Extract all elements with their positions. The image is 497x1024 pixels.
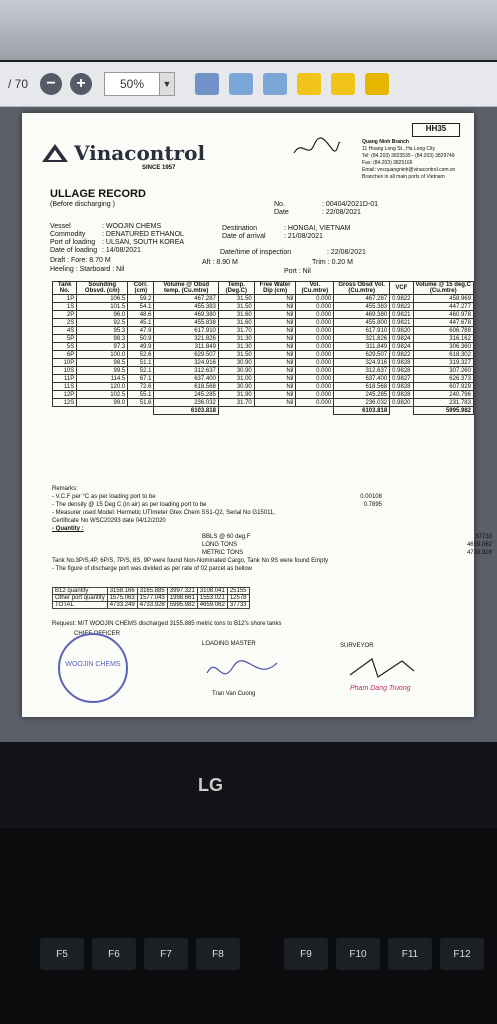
column-header: Gross Obsd Vol. (Cu.mtre): [334, 282, 390, 295]
table-cell: 311.849: [334, 343, 390, 351]
dol-label: Date of loading: [50, 247, 98, 254]
parcel-cell: 4659.062: [197, 602, 227, 609]
table-cell: 240.796: [413, 391, 473, 399]
table-cell: 0.000: [296, 303, 334, 311]
table-cell: 637.400: [334, 375, 390, 383]
table-cell: 120.0: [77, 383, 128, 391]
pol-value: : ULSAN, SOUTH KOREA: [102, 239, 185, 246]
keyboard: [0, 828, 497, 1024]
table-row: [53, 335, 474, 343]
table-cell: 0.000: [296, 399, 334, 407]
vessel-stamp: [58, 633, 128, 703]
table-cell: 307.260: [413, 367, 473, 375]
table-cell: 52.1: [128, 367, 154, 375]
parcel-cell: B12 quantity: [53, 588, 108, 595]
table-cell: 455.838: [154, 319, 218, 327]
table-cell: 618.568: [334, 383, 390, 391]
table-cell: Nil: [254, 383, 296, 391]
table-cell: 245.285: [334, 391, 390, 399]
table-cell: 12S: [53, 399, 77, 407]
table-cell: Nil: [254, 351, 296, 359]
table-cell: 31.90: [218, 391, 254, 399]
table-cell: 0.9824: [390, 335, 413, 343]
long-tons-value: 4659.062: [466, 542, 492, 548]
parcel-cell: 3165.885: [137, 588, 167, 595]
date-value: : 22/08/2021: [322, 209, 361, 216]
table-cell: 324.916: [334, 359, 390, 367]
plus-icon: +: [76, 75, 86, 92]
parcel-row: [53, 588, 250, 595]
zoom-field[interactable]: 50%: [104, 72, 160, 96]
marquee-zoom-icon[interactable]: [263, 73, 287, 95]
table-cell: 47.9: [128, 327, 154, 335]
parcel-cell: 1575.063: [107, 595, 137, 602]
table-cell: 12P: [53, 391, 77, 399]
key-f11[interactable]: F11: [388, 938, 432, 970]
table-row: [53, 343, 474, 351]
table-cell: Nil: [254, 375, 296, 383]
since-label: SINCE 1957: [142, 165, 176, 171]
bbls-value: 37733: [475, 534, 492, 540]
remark-certificate: Certificate No WSC20293 date 04/12/2020: [52, 518, 166, 524]
parcel-cell: 1553.021: [197, 595, 227, 602]
table-cell: 48.6: [128, 311, 154, 319]
table-cell: 467.287: [334, 295, 390, 303]
table-cell: 45.1: [128, 319, 154, 327]
dti-label: Date/time of inspection: [220, 249, 292, 256]
table-cell: 51.6: [128, 399, 154, 407]
key-f8[interactable]: F8: [196, 938, 240, 970]
table-body: [53, 295, 474, 407]
dol-value: : 14/08/2021: [102, 247, 141, 254]
table-row: [53, 359, 474, 367]
table-cell: 629.507: [154, 351, 218, 359]
parcel-cell: TOTAL: [53, 602, 108, 609]
date-label: Date: [274, 209, 289, 216]
table-row: [53, 327, 474, 335]
table-cell: 5S: [53, 343, 77, 351]
table-cell: 6P: [53, 351, 77, 359]
stamp-text: WOOJIN CHEMS: [65, 661, 121, 668]
table-cell: 0.000: [296, 391, 334, 399]
vessel-value: : WOOJIN CHEMS: [102, 223, 162, 230]
total-row: [53, 407, 474, 415]
table-row: [53, 399, 474, 407]
hand-tool-icon[interactable]: [229, 73, 253, 95]
remarks-label: Remarks:: [52, 486, 78, 492]
remark-vcf: - V.C.F per °C as per loading port to be: [52, 494, 156, 500]
table-cell: 0.9820: [390, 327, 413, 335]
commodity-value: : DENATURED ETHANOL: [102, 231, 184, 238]
table-cell: 618.302: [413, 351, 473, 359]
key-f12[interactable]: F12: [440, 938, 484, 970]
table-cell: 0.9828: [390, 359, 413, 367]
table-cell: 30.90: [218, 359, 254, 367]
zoom-dropdown-icon[interactable]: ▼: [160, 72, 175, 96]
table-cell: 10P: [53, 359, 77, 367]
select-tool-icon[interactable]: [195, 73, 219, 95]
table-cell: 31.00: [218, 375, 254, 383]
table-cell: 626.373: [413, 375, 473, 383]
table-cell: 606.788: [413, 327, 473, 335]
parcel-table: [52, 587, 250, 609]
table-cell: 50.9: [128, 335, 154, 343]
metric-tons-label: METRIC TONS: [202, 550, 244, 556]
parcel-cell: 4733.928: [137, 602, 167, 609]
table-cell: 0.000: [296, 327, 334, 335]
table-cell: 0.9821: [390, 319, 413, 327]
table-cell: 617.910: [154, 327, 218, 335]
parcel-cell: 25155: [227, 588, 249, 595]
table-cell: 95.3: [77, 327, 128, 335]
draft-fore: Draft : Fore: 8.70 M: [50, 257, 111, 264]
table-cell: 447.678: [413, 319, 473, 327]
loading-master-name: Tran Van Cuong: [212, 691, 256, 697]
table-cell: 2P: [53, 311, 77, 319]
table-cell: 30.90: [218, 383, 254, 391]
table-cell: 231.783: [413, 399, 473, 407]
table-cell: 607.929: [413, 383, 473, 391]
total-gross-volume: 6103.818: [334, 407, 390, 415]
loading-master-signature-icon: [197, 653, 287, 689]
table-cell: 0.000: [296, 295, 334, 303]
bbls-label: BBLS @ 60 deg.F: [202, 534, 251, 540]
parcel-cell: 3158.166: [107, 588, 137, 595]
doc-title: ULLAGE RECORD: [50, 188, 146, 200]
table-cell: 54.1: [128, 303, 154, 311]
table-cell: 637.400: [154, 375, 218, 383]
parcel-cell: 1998.661: [167, 595, 197, 602]
doa-label: Date of arrival: [222, 233, 266, 240]
background-wall: [0, 0, 497, 60]
parcel-cell: Other port quantity: [53, 595, 108, 602]
remark-vcf-value: 0.00108: [360, 494, 382, 500]
parcel-cell: 3108.041: [197, 588, 227, 595]
table-cell: 0.9827: [390, 375, 413, 383]
chief-officer-label: CHIEF OFFICER: [74, 631, 120, 637]
trim-value: Trim : 0.20 M: [312, 259, 353, 266]
draft-aft: Aft : 8.90 M: [202, 259, 238, 266]
table-row: [53, 375, 474, 383]
table-cell: 0.9828: [390, 383, 413, 391]
table-cell: 617.910: [334, 327, 390, 335]
table-row: [53, 367, 474, 375]
table-cell: 11P: [53, 375, 77, 383]
table-cell: 321.826: [154, 335, 218, 343]
table-cell: 1P: [53, 295, 77, 303]
document-page: [22, 113, 492, 717]
table-row: [53, 391, 474, 399]
table-cell: 236.032: [154, 399, 218, 407]
table-cell: 5P: [53, 335, 77, 343]
doc-code: HH35: [412, 123, 460, 137]
parcel-row: [53, 602, 250, 609]
remark-parcel: - The figure of discharge port was divided as per rate of 02 parcel as bellow: [52, 566, 252, 572]
table-cell: 1S: [53, 303, 77, 311]
table-cell: 31.60: [218, 311, 254, 319]
table-cell: 2S: [53, 319, 77, 327]
column-header: Free Water Dip (cm): [254, 282, 296, 295]
table-cell: 0.9820: [390, 399, 413, 407]
parcel-cell: 37733: [227, 602, 249, 609]
table-header-row: [53, 282, 474, 295]
doc-subtitle: (Before discharging ): [50, 201, 115, 208]
table-cell: 31.70: [218, 399, 254, 407]
table-cell: 99.0: [77, 399, 128, 407]
table-cell: 618.568: [154, 383, 218, 391]
table-cell: 236.032: [334, 399, 390, 407]
column-header: Sounding Obsvd. (cm): [77, 282, 128, 295]
table-cell: 51.1: [128, 359, 154, 367]
table-cell: 311.849: [154, 343, 218, 351]
column-header: VCF: [390, 282, 413, 295]
table-cell: Nil: [254, 303, 296, 311]
table-cell: 0.000: [296, 375, 334, 383]
table-cell: 11S: [53, 383, 77, 391]
parcel-row: [53, 595, 250, 602]
remark-density-value: 0.7895: [363, 502, 382, 508]
table-cell: 469.380: [154, 311, 218, 319]
quantity-label: - Quantity :: [52, 526, 84, 532]
table-cell: 0.000: [296, 335, 334, 343]
table-cell: 0.9822: [390, 351, 413, 359]
table-cell: 0.000: [296, 367, 334, 375]
column-header: Volume @ Obsd temp. (Cu.mtre): [154, 282, 218, 295]
table-cell: Nil: [254, 319, 296, 327]
table-cell: Nil: [254, 327, 296, 335]
table-cell: Nil: [254, 335, 296, 343]
zoom-out-button[interactable]: [40, 73, 62, 95]
table-cell: 0.9822: [390, 303, 413, 311]
surveyor-signature-icon: [342, 653, 422, 683]
parcel-body: [53, 588, 250, 609]
table-cell: Nil: [254, 343, 296, 351]
table-cell: 31.70: [218, 327, 254, 335]
highlight-icon[interactable]: [365, 73, 389, 95]
column-header: Temp. (Deg.C): [218, 282, 254, 295]
table-cell: 469.380: [334, 311, 390, 319]
surveyor-label: SURVEYOR: [340, 643, 374, 649]
zoom-in-button[interactable]: [70, 73, 92, 95]
table-cell: 49.9: [128, 343, 154, 351]
table-cell: 460.978: [413, 311, 473, 319]
parcel-cell: 5995.982: [167, 602, 197, 609]
table-cell: 52.6: [128, 351, 154, 359]
table-cell: 4S: [53, 327, 77, 335]
remarks-block: [52, 485, 492, 573]
loading-master-label: LOADING MASTER: [202, 641, 256, 647]
parcel-cell: 1577.043: [137, 595, 167, 602]
table-cell: 629.507: [334, 351, 390, 359]
monitor-brand: LG: [198, 775, 223, 795]
total-observed-volume: 6103.818: [154, 407, 218, 415]
parcel-cell: 12578: [227, 595, 249, 602]
table-cell: Nil: [254, 311, 296, 319]
table-cell: 0.000: [296, 351, 334, 359]
table-cell: 101.5: [77, 303, 128, 311]
key-f9[interactable]: F9: [284, 938, 328, 970]
table-cell: 455.383: [334, 303, 390, 311]
table-cell: 458.969: [413, 295, 473, 303]
destination-value: : HONGAI, VIETNAM: [284, 225, 351, 232]
table-cell: 67.1: [128, 375, 154, 383]
table-cell: 447.277: [413, 303, 473, 311]
parcel-cell: 4733.249: [107, 602, 137, 609]
logo-text: Vinacontrol: [74, 141, 206, 165]
table-cell: 31.50: [218, 295, 254, 303]
doa-value: : 21/08/2021: [284, 233, 323, 240]
signature-icon: [292, 135, 342, 161]
remark-tanks: Tank No.3P/S,4P, 6P/S, 7P/S, 8S, 9P were found Non-Nominated Cargo, Tank No 9S were found Empty: [52, 558, 329, 564]
table-cell: 106.5: [77, 295, 128, 303]
table-row: [53, 311, 474, 319]
no-value: : 00404/2021D-01: [322, 201, 379, 208]
table-cell: 0.9822: [390, 295, 413, 303]
sounding-table: [52, 281, 474, 415]
table-cell: 72.6: [128, 383, 154, 391]
table-cell: 31.60: [218, 319, 254, 327]
table-cell: 312.637: [334, 367, 390, 375]
table-cell: 0.000: [296, 383, 334, 391]
vessel-label: Vessel: [50, 223, 71, 230]
destination-label: Destination: [222, 225, 258, 232]
text-box-icon[interactable]: [331, 73, 355, 95]
table-cell: 59.2: [128, 295, 154, 303]
no-label: No.: [274, 201, 285, 208]
commodity-label: Commodity: [50, 231, 86, 238]
key-f10[interactable]: F10: [336, 938, 380, 970]
table-cell: 0.000: [296, 311, 334, 319]
table-cell: 55.1: [128, 391, 154, 399]
monitor-bezel: [0, 742, 497, 828]
key-f5[interactable]: F5: [40, 938, 84, 970]
remark-request: Request: M/T WOOJIN CHEMS discharged 3155.885 metric tons to B12's shore tanks: [52, 621, 282, 627]
table-cell: 114.5: [77, 375, 128, 383]
table-row: [53, 303, 474, 311]
table-row: [53, 351, 474, 359]
table-cell: 455.800: [334, 319, 390, 327]
table-cell: 0.9828: [390, 391, 413, 399]
table-cell: 245.285: [154, 391, 218, 399]
surveyor-name: Pham Dang Truong: [350, 685, 411, 692]
table-cell: 316.162: [413, 335, 473, 343]
table-cell: Nil: [254, 359, 296, 367]
column-header: Volume @ 15 deg.C (Cu.mtre): [413, 282, 473, 295]
table-cell: 455.383: [154, 303, 218, 311]
table-cell: 10S: [53, 367, 77, 375]
comment-icon[interactable]: [297, 73, 321, 95]
table-cell: 97.3: [77, 343, 128, 351]
table-cell: 0.9821: [390, 311, 413, 319]
table-cell: 99.5: [77, 367, 128, 375]
dti-value: : 22/08/2021: [327, 249, 366, 256]
key-f6[interactable]: F6: [92, 938, 136, 970]
parcel-cell: 3997.321: [167, 588, 197, 595]
table-cell: 100.0: [77, 351, 128, 359]
column-header: Vol. (Cu.mtre): [296, 282, 334, 295]
port-value: Port : Nil: [284, 268, 311, 275]
vinacontrol-logo-icon: [42, 144, 68, 162]
table-cell: 0.000: [296, 343, 334, 351]
branch-address: Quang Ninh Branch 11 Hoang Long St., Ha Long City Tel: (84.203) 3823535 - (84.203) 3829749 Fax: (84.203) 3825166 Email: vncquangninh@vinacontrol.com.vn Branches in all main ports of Vietnam: [362, 139, 456, 180]
table-cell: 306.360: [413, 343, 473, 351]
table-cell: 98.5: [77, 359, 128, 367]
table-cell: 0.9828: [390, 367, 413, 375]
long-tons-label: LONG TONS: [202, 542, 238, 548]
pdf-toolbar: [0, 62, 497, 107]
key-f7[interactable]: F7: [144, 938, 188, 970]
company-logo: [42, 141, 205, 165]
table-cell: 102.5: [77, 391, 128, 399]
heeling-value: Heeling : Starboard : Nil: [50, 266, 125, 273]
table-row: [53, 295, 474, 303]
pol-label: Port of loading: [50, 239, 96, 246]
table-cell: 31.30: [218, 335, 254, 343]
table-cell: 0.000: [296, 319, 334, 327]
table-cell: 30.90: [218, 367, 254, 375]
remark-density: - The density @ 15 Deg C (in air) as per loading port to be: [52, 502, 207, 508]
minus-icon: −: [46, 75, 56, 92]
table-cell: 321.826: [334, 335, 390, 343]
table-cell: 31.30: [218, 343, 254, 351]
metric-tons-value: 4733.928: [466, 550, 492, 556]
table-cell: 0.000: [296, 359, 334, 367]
total-volume-15c: 5995.982: [413, 407, 473, 415]
table-cell: 467.287: [154, 295, 218, 303]
table-row: [53, 319, 474, 327]
table-cell: 319.327: [413, 359, 473, 367]
page-count: / 70: [7, 77, 28, 91]
table-cell: 98.3: [77, 335, 128, 343]
table-cell: 92.5: [77, 319, 128, 327]
table-cell: Nil: [254, 295, 296, 303]
remark-measurer: - Measurer used Model: Hermetic UTImeter Gtex Chem SS1-Q2, Serial No G15011,: [52, 510, 275, 516]
table-cell: Nil: [254, 399, 296, 407]
table-cell: 324.916: [154, 359, 218, 367]
table-cell: 0.9824: [390, 343, 413, 351]
table-cell: Nil: [254, 367, 296, 375]
table-cell: 96.0: [77, 311, 128, 319]
table-cell: 31.50: [218, 351, 254, 359]
column-header: Corr. (cm): [128, 282, 154, 295]
table-cell: Nil: [254, 391, 296, 399]
column-header: Tank No.: [53, 282, 77, 295]
table-row: [53, 383, 474, 391]
table-cell: 31.50: [218, 303, 254, 311]
table-cell: 312.637: [154, 367, 218, 375]
